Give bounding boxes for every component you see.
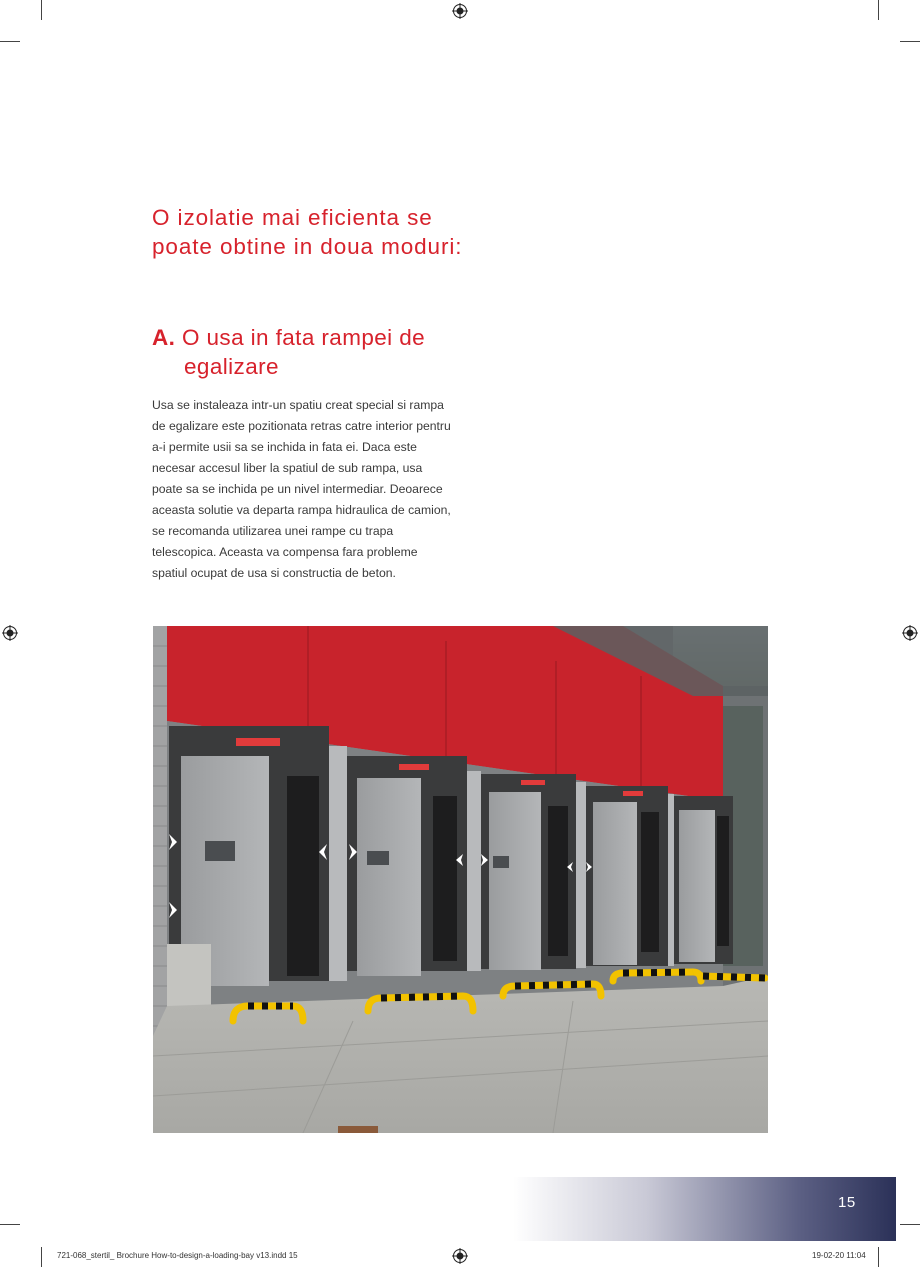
crop-mark <box>41 1247 42 1267</box>
body-line: a-i permite usii sa se inchida in fata ei. Daca este <box>152 440 417 454</box>
body-line: necesar accesul liber la spatiul de sub rampa, usa <box>152 461 423 475</box>
section-title-line: egalizare <box>184 354 279 379</box>
crop-mark <box>41 0 42 20</box>
body-line: spatiul ocupat de usa si constructia de beton. <box>152 566 396 580</box>
heading-line: poate obtine in doua moduri: <box>152 234 463 259</box>
registration-mark-icon <box>2 625 18 641</box>
crop-mark <box>900 1224 920 1225</box>
slug-datetime: 19-02-20 11:04 <box>812 1251 866 1260</box>
registration-mark-icon <box>902 625 918 641</box>
body-line: Usa se instaleaza intr-un spatiu creat special si rampa <box>152 398 444 412</box>
crop-mark <box>0 41 20 42</box>
body-line: aceasta solutie va departa rampa hidraulica de camion, <box>152 503 451 517</box>
body-line: telescopica. Aceasta va compensa fara probleme <box>152 545 418 559</box>
heading-line: O izolatie mai eficienta se <box>152 205 433 230</box>
slug-filename: 721-068_stertil_ Brochure How-to-design-a-loading-bay v13.indd 15 <box>57 1251 298 1260</box>
registration-mark-icon <box>452 1248 468 1264</box>
registration-mark-icon <box>452 3 468 19</box>
body-line: se recomanda utilizarea unei rampe cu trapa <box>152 524 394 538</box>
page-heading <box>152 203 572 261</box>
section-a-title <box>152 323 512 381</box>
crop-mark <box>878 0 879 20</box>
section-title-line: O usa in fata rampei de <box>181 325 426 350</box>
body-line: poate sa se inchida pe un nivel intermediar. Deoarece <box>152 482 443 496</box>
loading-bay-illustration <box>153 626 768 1133</box>
section-marker: A. <box>152 325 176 350</box>
loading-bay-photo <box>153 626 768 1133</box>
section-a-body <box>152 395 472 584</box>
body-line: de egalizare este pozitionata retras catre interior pentru <box>152 419 451 433</box>
crop-mark <box>0 1224 20 1225</box>
page-number: 15 <box>838 1194 856 1211</box>
crop-mark <box>900 41 920 42</box>
crop-mark <box>878 1247 879 1267</box>
